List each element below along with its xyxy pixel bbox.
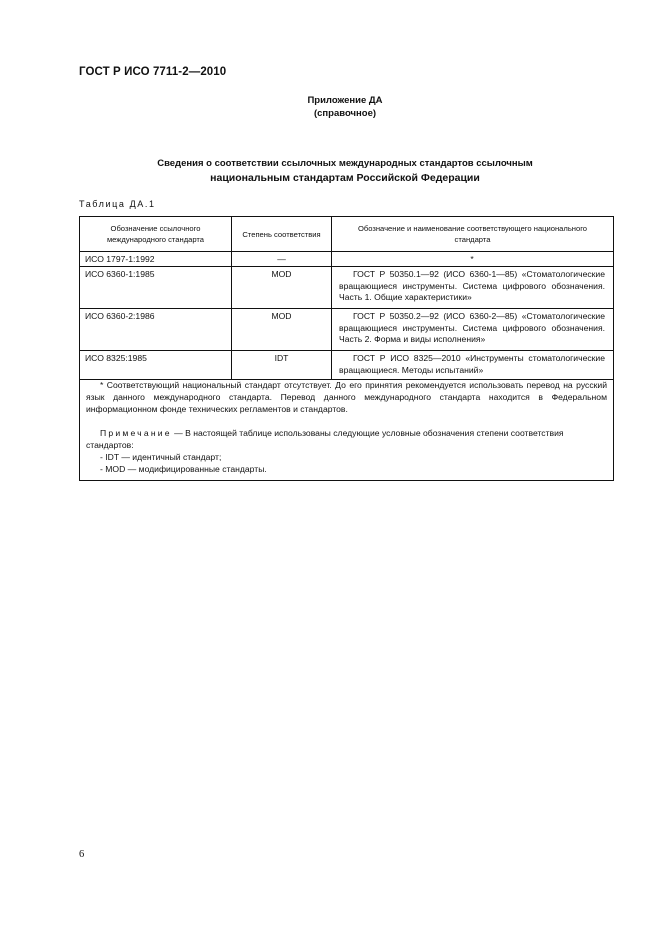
cell-national-standard — [332, 267, 614, 309]
column-header-intl-standard: Обозначение ссылочного международного стандарта — [80, 217, 232, 252]
cell-intl-standard: ИСО 6360-2:1986 — [80, 309, 232, 351]
table-row — [80, 309, 614, 351]
cell-national-standard — [332, 351, 614, 380]
cell-intl-standard: ИСО 1797-1:1992 — [80, 252, 232, 267]
cell-national-standard: * — [332, 252, 614, 267]
note-item-idt: - IDT — идентичный стандарт; — [100, 452, 222, 462]
national-standard-text: ГОСТ Р 50350.1—92 (ИСО 6360-1—85) «Стоматологические вращающиеся инструменты. Система цифрового обозначения. Часть 1. Общие характеристики» — [339, 269, 605, 302]
note-label: Примечание — [100, 428, 172, 438]
cell-intl-standard: ИСО 8325:1985 — [80, 351, 232, 380]
column-header-degree: Степень соответствия — [232, 217, 332, 252]
table-notes — [80, 379, 615, 475]
section-heading-line-2: национальным стандартам Российской Федерации — [210, 172, 480, 184]
table-row — [80, 351, 614, 380]
table-label: Таблица ДА.1 — [79, 199, 156, 209]
table-row — [80, 267, 614, 309]
table-footnote: * Соответствующий национальный стандарт отсутствует. До его принятия рекомендуется использовать перевод на русский язык данного международного стандарта. Перевод данного международного стандарта находится в Федеральном информационном фонде технических регламентов и стандартов. — [86, 380, 607, 414]
annex-subtitle: (справочное) — [313, 108, 377, 119]
note-text: — В настоящей таблице использованы следующие условные обозначения степени соответствия стандартов: — [86, 428, 564, 450]
document-number-header: ГОСТ Р ИСО 7711-2—2010 — [79, 66, 227, 78]
table-row — [80, 252, 614, 267]
correspondence-table — [79, 216, 614, 380]
national-standard-text: ГОСТ Р 50350.2—92 (ИСО 6360-2—85) «Стоматологические вращающиеся инструменты. Система цифрового обозначения. Часть 2. Форма и виды исполнения» — [339, 311, 605, 344]
cell-degree: MOD — [232, 309, 332, 351]
cell-degree: MOD — [232, 267, 332, 309]
column-header-national-standard: Обозначение и наименование соответствующего национального стандарта — [332, 217, 614, 252]
cell-intl-standard: ИСО 6360-1:1985 — [80, 267, 232, 309]
page-number: 6 — [79, 849, 85, 860]
table-note — [86, 427, 607, 451]
annex-title: Приложение ДА — [307, 95, 383, 106]
national-standard-text: ГОСТ Р ИСО 8325—2010 «Инструменты стоматологические вращающиеся. Методы испытаний» — [339, 353, 605, 375]
cell-degree: IDT — [232, 351, 332, 380]
note-item-mod: - MOD — модифицированные стандарты. — [100, 464, 267, 474]
cell-national-standard — [332, 309, 614, 351]
table-header-row — [80, 217, 614, 252]
correspondence-table-frame — [79, 216, 614, 481]
cell-degree: — — [232, 252, 332, 267]
section-heading-line-1: Сведения о соответствии ссылочных международных стандартов ссылочным — [157, 158, 533, 169]
